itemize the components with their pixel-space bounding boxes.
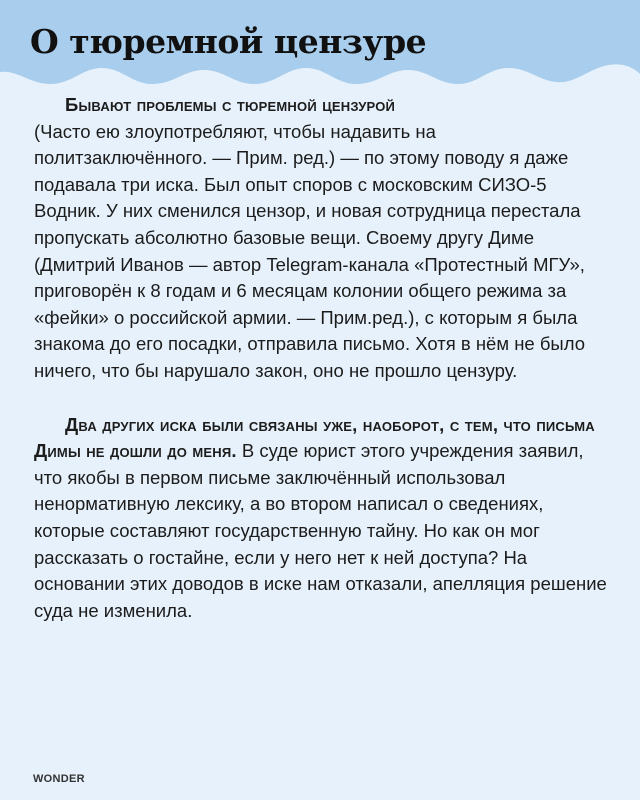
page-title: О тюремной цензуре <box>30 22 427 61</box>
paragraph-2-text: В суде юрист этого учреждения заявил, что якобы в первом письме заключённый использовал ненормативную лексику, а во втором написал о сведениях, которые составляют государственную тайну. Но как он мог рассказать о гостайне, если у него нет к ней доступа? На основании этих доводов в иске нам отказали, апелляция решение суда не изменила. <box>34 440 607 621</box>
paragraph-1-lead: Бывают проблемы с тюремной цензурой <box>65 94 396 115</box>
paragraph-1-text: (Часто ею злоупотребляют, чтобы надавить на политзаключённого. — Прим. ред.) — по этому поводу я даже подавала три иска. Был опыт споров с московским СИЗО-5 Водник. У них сменился цензор, и новая сотрудница перестала пропускать абсолютно базовые вещи. Своему другу Диме (Дмитрий Иванов — автор Telegram-канала «Протестный МГУ», приговорён к 8 годам и 6 месяцам колонии общего режима за «фейки» о российской армии. — Прим.ред.), с которым я была знакома до его посадки, отправила письмо. Хотя в нём не было ничего, что бы нарушало закон, оно не прошло цензуру. <box>34 120 586 381</box>
article-body <box>34 92 614 624</box>
paragraph-2 <box>34 412 614 625</box>
paragraph-2-lead: Два других иска были связаны уже, наоборот, с тем, что письма Димы не дошли до меня. <box>34 413 595 462</box>
brand-logo: WONDER <box>33 773 85 785</box>
paragraph-1 <box>34 92 614 385</box>
header <box>0 0 640 92</box>
